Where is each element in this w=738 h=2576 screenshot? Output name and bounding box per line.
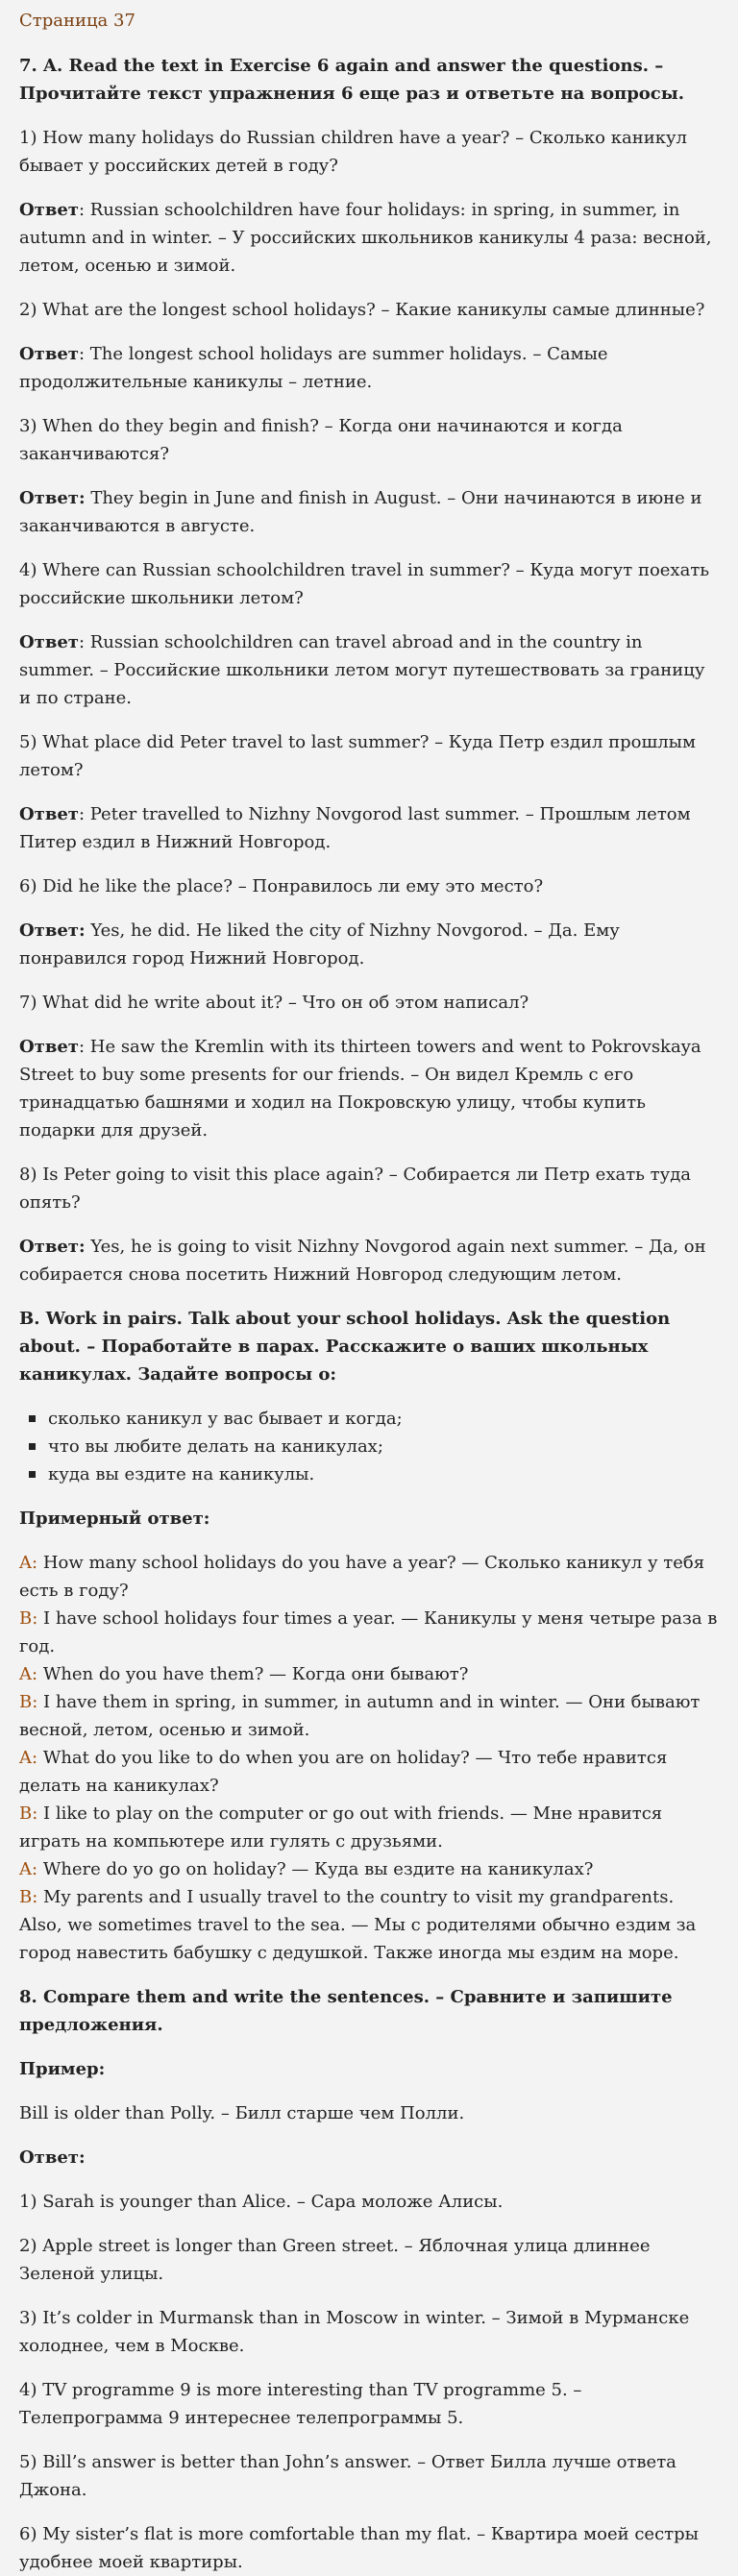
speaker-label: B: xyxy=(19,1887,38,1907)
topic-list xyxy=(19,1405,719,1488)
dialog-line xyxy=(19,1800,719,1855)
comparison-answer: 6) My sister’s flat is more comfortable than my flat. – Квартира моей сестры удобнее моей квартиры. xyxy=(19,2524,699,2572)
answer-8 xyxy=(19,1233,719,1288)
answer-text: They begin in June and finish in August. – Они начинаются в июне и заканчиваются в августе. xyxy=(19,488,702,536)
dialog-text: I have them in spring, in summer, in autumn and in winter. — Они бывают весной, летом, осенью и зимой. xyxy=(19,1692,701,1740)
answer-colon: : xyxy=(78,1037,90,1057)
dialog-line xyxy=(19,1549,719,1605)
exercise-7a-heading: 7. A. Read the text in Exercise 6 again and answer the questions. – Прочитайте текст упражнения 6 еще раз и ответьте на вопросы. xyxy=(19,56,685,104)
list-item: куда вы ездите на каникулы. xyxy=(48,1460,719,1488)
bullet-icon xyxy=(29,1471,36,1478)
comparison-answer: 2) Apple street is longer than Green street. – Яблочная улица длиннее Зеленой улицы. xyxy=(19,2236,651,2284)
answer-colon: : xyxy=(78,344,90,364)
speaker-label: A: xyxy=(19,1553,38,1573)
answer-label: Ответ: xyxy=(19,1237,86,1257)
example-label: Пример: xyxy=(19,2059,106,2079)
dialog-text: Where do yo go on holiday? — Куда вы ездите на каникулах? xyxy=(42,1859,594,1879)
question-6: 6) Did he like the place? – Понравилось ли ему это место? xyxy=(19,876,544,896)
answer-text: Russian schoolchildren have four holidays: in spring, in summer, in autumn and in winter. – У российских школьников каникулы 4 раза: весной, летом, осенью и зимой. xyxy=(19,200,712,276)
comparison-answer: 5) Bill’s answer is better than John’s answer. – Ответ Билла лучше ответа Джона. xyxy=(19,2452,676,2500)
answer-3 xyxy=(19,484,719,540)
speaker-label: B: xyxy=(19,1803,38,1824)
dialog-text: How many school holidays do you have a year? — Сколько каникул у тебя есть в году? xyxy=(19,1553,705,1601)
dialog-line xyxy=(19,1744,719,1800)
question-7: 7) What did he write about it? – Что он об этом написал? xyxy=(19,993,529,1013)
answer-label: Ответ xyxy=(19,632,79,652)
answer-colon: : xyxy=(78,632,90,652)
answer-text: Yes, he did. He liked the city of Nizhny Novgorod. – Да. Ему понравился город Нижний Новгород. xyxy=(19,920,620,969)
dialog-text: I have school holidays four times a year. — Каникулы у меня четыре раза в год. xyxy=(19,1608,718,1656)
list-item: сколько каникул у вас бывает и когда; xyxy=(48,1405,719,1433)
answer-label: Ответ xyxy=(19,804,79,824)
answer-5 xyxy=(19,800,719,856)
sample-dialog xyxy=(19,1549,719,1967)
answer-label: Ответ xyxy=(19,344,79,364)
question-1: 1) How many holidays do Russian children have a year? – Сколько каникул бывает у российских детей в году? xyxy=(19,128,687,176)
answer-text: Yes, he is going to visit Nizhny Novgorod again next summer. – Да, он собирается снова посетить Нижний Новгород следующим летом. xyxy=(19,1237,706,1285)
dialog-text: When do you have them? — Когда они бывают? xyxy=(42,1664,469,1684)
speaker-label: A: xyxy=(19,1859,38,1879)
answer-text: Peter travelled to Nizhny Novgorod last summer. – Прошлым летом Питер ездил в Нижний Новгород. xyxy=(19,804,691,852)
answer-4 xyxy=(19,628,719,712)
question-8: 8) Is Peter going to visit this place again? – Собирается ли Петр ехать туда опять? xyxy=(19,1165,692,1213)
list-item: что вы любите делать на каникулах; xyxy=(48,1433,719,1460)
answer-7 xyxy=(19,1033,719,1144)
dialog-line xyxy=(19,1660,719,1688)
question-2: 2) What are the longest school holidays? – Какие каникулы самые длинные? xyxy=(19,300,705,320)
dialog-text: What do you like to do when you are on holiday? — Что тебе нравится делать на каникулах? xyxy=(19,1748,668,1796)
answer-text: The longest school holidays are summer holidays. – Самые продолжительные каникулы – летние. xyxy=(19,344,608,392)
answer-colon: : xyxy=(78,200,90,220)
answer-label: Ответ xyxy=(19,200,79,220)
answer-1 xyxy=(19,196,719,280)
speaker-label: B: xyxy=(19,1692,38,1712)
bullet-icon xyxy=(29,1415,36,1422)
bullet-icon xyxy=(29,1443,36,1450)
answer-text: Russian schoolchildren can travel abroad and in the country in summer. – Российские школьники летом могут путешествовать за границу и по стране. xyxy=(19,632,705,708)
dialog-text: I like to play on the computer or go out with friends. — Мне нравится играть на компьютере или гулять с друзьями. xyxy=(19,1803,663,1852)
answer-2 xyxy=(19,340,719,396)
example-sentence: Bill is older than Polly. – Билл старше чем Полли. xyxy=(19,2103,465,2123)
dialog-line xyxy=(19,1855,719,1883)
dialog-text: My parents and I usually travel to the country to visit my grandparents. Also, we sometimes travel to the sea. — Мы с родителями обычно ездим за город навестить бабушку с дедушкой. Также иногда мы ездим на море. xyxy=(19,1887,697,1963)
question-3: 3) When do they begin and finish? – Когда они начинаются и когда заканчиваются? xyxy=(19,416,623,464)
page-number-label: Страница 37 xyxy=(19,11,135,31)
answer-colon: : xyxy=(78,804,90,824)
answer-label: Ответ xyxy=(19,1037,79,1057)
dialog-line xyxy=(19,1883,719,1967)
speaker-label: A: xyxy=(19,1664,38,1684)
dialog-line xyxy=(19,1605,719,1660)
question-4: 4) Where can Russian schoolchildren travel in summer? – Куда могут поехать российские школьники летом? xyxy=(19,560,710,608)
answer-text: He saw the Kremlin with its thirteen towers and went to Pokrovskaya Street to buy some presents for our friends. – Он видел Кремль с его тринадцатью башнями и ходил на Покровскую улицу, чтобы купить подарки для друзей. xyxy=(19,1037,701,1141)
answer-label: Ответ: xyxy=(19,920,86,941)
sample-answer-label: Примерный ответ: xyxy=(19,1509,210,1529)
question-5: 5) What place did Peter travel to last summer? – Куда Петр ездил прошлым летом? xyxy=(19,732,696,780)
answer-label: Ответ: xyxy=(19,488,86,508)
speaker-label: B: xyxy=(19,1608,38,1629)
answer-section-label: Ответ: xyxy=(19,2147,86,2168)
comparison-answer: 4) TV programme 9 is more interesting than TV programme 5. – Телепрограмма 9 интереснее телепрограммы 5. xyxy=(19,2380,582,2428)
exercise-7b-heading: B. Work in pairs. Talk about your school holidays. Ask the question about. – Поработайте в парах. Расскажите о ваших школьных каникулах. Задайте вопросы о: xyxy=(19,1309,671,1385)
dialog-line xyxy=(19,1688,719,1744)
comparison-answer: 3) It’s colder in Murmansk than in Moscow in winter. – Зимой в Мурманске холоднее, чем в Москве. xyxy=(19,2308,690,2356)
comparison-answer: 1) Sarah is younger than Alice. – Сара моложе Алисы. xyxy=(19,2192,504,2212)
answer-6 xyxy=(19,917,719,972)
exercise-8-heading: 8. Compare them and write the sentences. – Сравните и запишите предложения. xyxy=(19,1987,673,2035)
speaker-label: A: xyxy=(19,1748,38,1768)
